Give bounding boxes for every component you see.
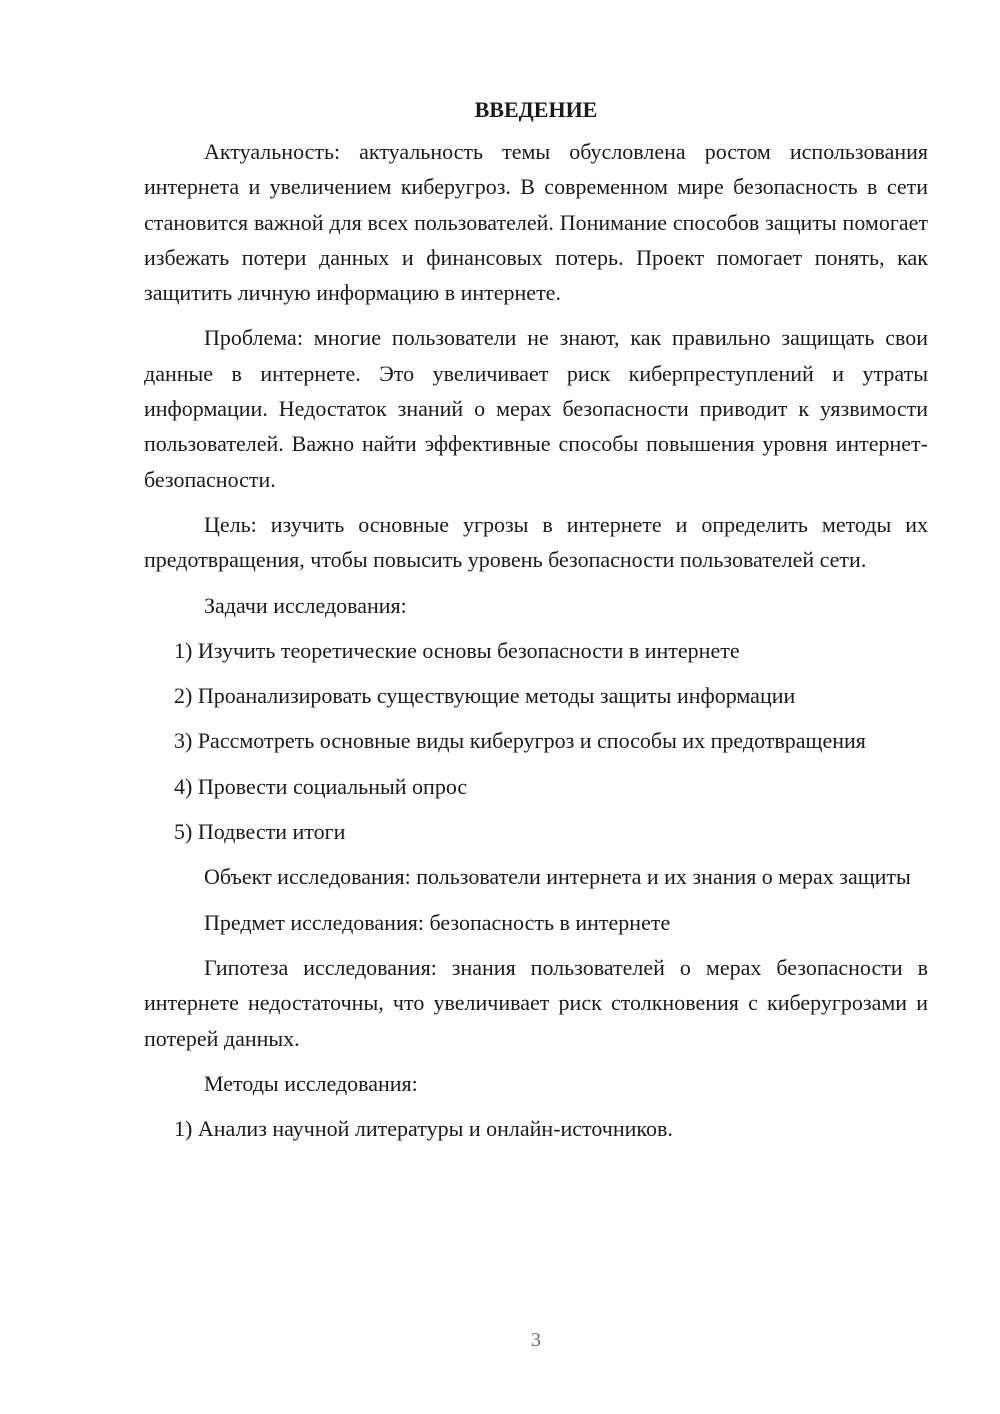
paragraph-hypothesis: Гипотеза исследования: знания пользователей о мерах безопасности в интернете недостаточны, что увеличивает риск столкновения с киберугрозами и потерей данных. (144, 954, 928, 1051)
paragraph-relevance: Актуальность: актуальность темы обусловлена ростом использования интернета и увеличением киберугроз. В современном мире безопасность в сети становится важной для всех пользователей. Понимание способов защиты помогает избежать потери данных и финансовых потерь. Проект помогает понять, как защитить личную информацию в интернете. (144, 139, 928, 306)
paragraph-object: Объект исследования: пользователи интернета и их знания о мерах защиты (204, 864, 911, 890)
task-item: 3) Рассмотреть основные виды киберугроз и способы их предотвращения (174, 728, 866, 754)
section-heading: ВВЕДЕНИЕ (474, 97, 598, 122)
paragraph-goal: Цель: изучить основные угрозы в интернете и определить методы их предотвращения, чтобы повысить уровень безопасности пользователей сети. (144, 511, 928, 573)
task-item: 2) Проанализировать существующие методы защиты информации (174, 683, 796, 709)
methods-label: Методы исследования: (204, 1070, 418, 1096)
tasks-label: Задачи исследования: (204, 592, 407, 618)
task-item: 4) Провести социальный опрос (174, 773, 468, 799)
paragraph-problem: Проблема: многие пользователи не знают, как правильно защищать свои данные в интернете. Это увеличивает риск киберпреступлений и утраты информации. Недостаток знаний о мерах безопасности приводит к уязвимости пользователей. Важно найти эффективные способы повышения уровня интернет-безопасности. (144, 325, 928, 492)
page-number: 3 (531, 1329, 541, 1351)
method-item: 1) Анализ научной литературы и онлайн-источников. (174, 1116, 673, 1142)
task-item: 1) Изучить теоретические основы безопасности в интернете (174, 637, 740, 663)
document-page (144, 94, 928, 1156)
paragraph-subject: Предмет исследования: безопасность в интернете (204, 909, 671, 935)
task-item: 5) Подвести итоги (174, 819, 346, 845)
